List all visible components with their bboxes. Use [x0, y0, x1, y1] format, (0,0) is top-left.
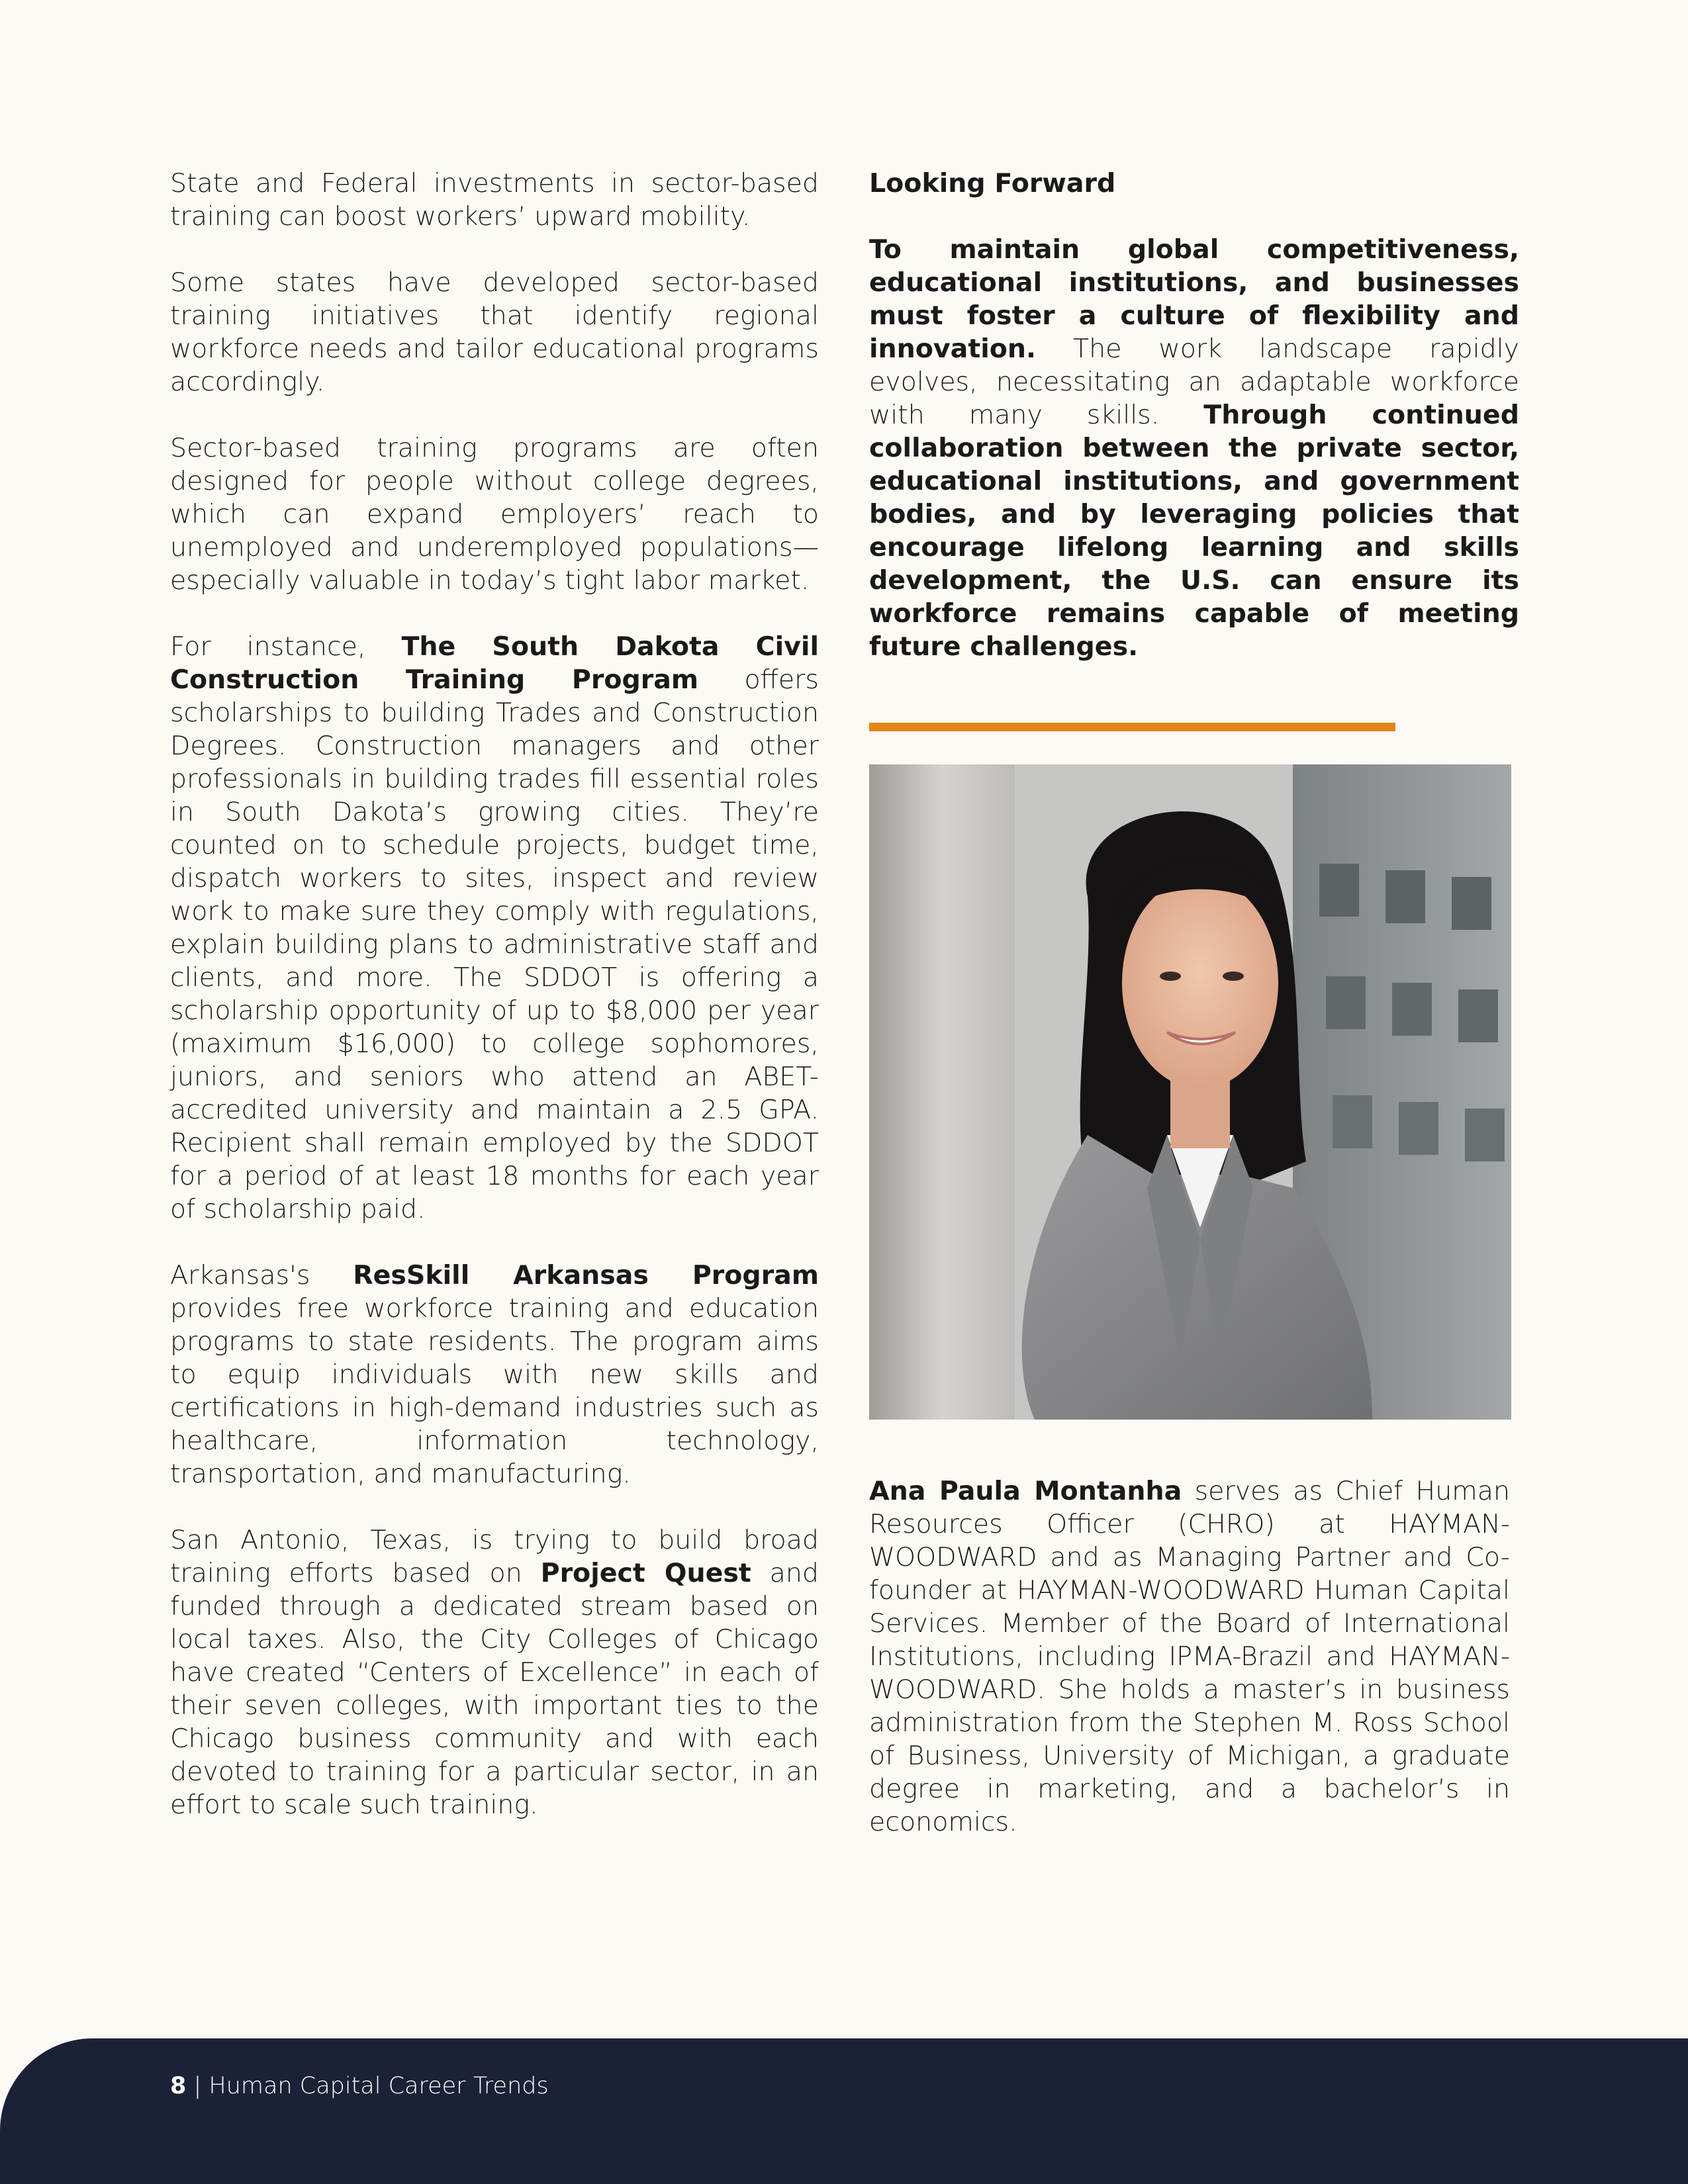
text-span: offers scholarships to building Trades and Construction Degrees. Construction managers and other professionals in building trades fill essential roles in South Dakota’s growing cities. They’re counted on to schedule projects, budget time, dispatch workers to sites, inspect and review work to make sure they comply with regulations, explain building plans to administrative staff and clients, and more. The SDDOT is offering a scholarship opportunity of up to $8,000 per year (maximum $16,000) to college sophomores, juniors, and seniors who attend an ABET-accredited university and maintain a 2.5 GPA. Recipient shall remain employed by the SDDOT for a period of at least 18 months for each year of scholarship paid.	[170, 664, 819, 1224]
text-span: San Antonio, Texas, is trying to build broad training efforts based on	[170, 1525, 819, 1588]
paragraph-sector-initiatives: Some states have developed sector-based training initiatives that identify regional workforce needs and tailor educational programs accordingly.	[170, 267, 819, 397]
bold-statement: To maintain global competitiveness, educational institutions, and businesses must foster a culture of flexibility and innovation.	[869, 234, 1519, 364]
section-heading: Looking Forward	[869, 168, 1116, 199]
author-portrait-photo	[869, 764, 1511, 1420]
text-span: The work landscape rapidly evolves, necessitating an adaptable workforce with many skills.	[869, 334, 1519, 430]
page-number: 8	[170, 2073, 187, 2099]
footer-bar	[0, 2038, 1688, 2184]
accent-divider	[869, 723, 1395, 731]
paragraph-state-federal: State and Federal investments in sector-based training can boost workers’ upward mobility.	[170, 168, 819, 232]
right-column	[869, 167, 1519, 696]
program-name-arkansas: ResSkill Arkansas Program	[353, 1260, 819, 1291]
text-span: and funded through a dedicated stream based on local taxes. Also, the City Colleges of Chicago have created “Centers of Excellence” in each of their seven colleges, with important ties to the Chicago business community and with each devoted to training for a particular sector, in an effort to scale such training.	[170, 1558, 819, 1820]
author-name: Ana Paula Montanha	[869, 1476, 1182, 1506]
paragraph-arkansas	[170, 1259, 819, 1490]
program-name-south-dakota: The South Dakota Civil Construction Training Program	[170, 631, 819, 695]
bio-text: serves as Chief Human Resources Officer (CHRO) at HAYMAN-WOODWARD and as Managing Partner and Co-founder at HAYMAN-WOODWARD Human Capital Services. Member of the Board of International Institutions, including IPMA-Brazil and HAYMAN-WOODWARD. She holds a master’s in business administration from the Stephen M. Ross School of Business, University of Michigan, a graduate degree in marketing, and a bachelor’s in economics.	[869, 1476, 1510, 1837]
paragraph-san-antonio	[170, 1524, 819, 1821]
paragraph-looking-forward	[869, 233, 1519, 663]
paragraph-sector-programs: Sector-based training programs are often designed for people without college degrees, which can expand employers’ reach to unemployed and underemployed populations—especially valuable in today’s tight labor market.	[170, 433, 819, 596]
footer-label	[170, 2073, 549, 2099]
publication-title: Human Capital Career Trends	[209, 2073, 549, 2099]
footer-separator: |	[186, 2073, 209, 2099]
text-span: provides free workforce training and education programs to state residents. The program aims to equip individuals with new skills and certifications in high-demand industries such as healthcare, information technology, transportation, and manufacturing.	[170, 1293, 819, 1489]
author-bio	[869, 1475, 1510, 1839]
left-column	[170, 167, 819, 1854]
paragraph-south-dakota	[170, 630, 819, 1226]
program-name-project-quest: Project Quest	[540, 1558, 751, 1588]
bold-statement: Through continued collaboration between the private sector, educational institutions, and government bodies, and by leveraging policies that encourage lifelong learning and skills development, the U.S. can ensure its workforce remains capable of meeting future challenges.	[869, 400, 1519, 662]
text-span: Arkansas's	[170, 1260, 353, 1291]
text-span: For instance,	[170, 631, 402, 662]
